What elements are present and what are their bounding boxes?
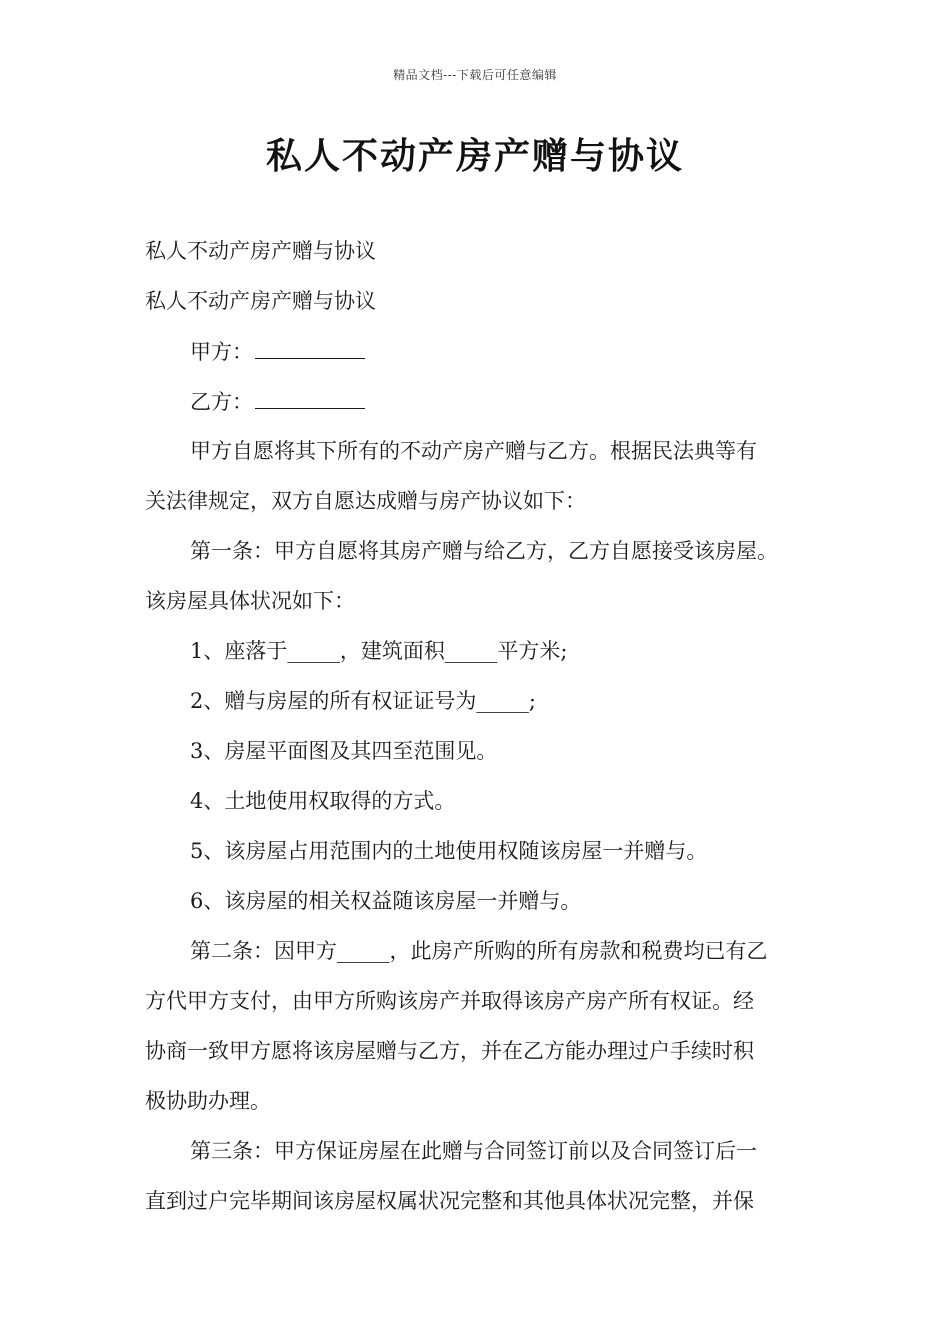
party-a-blank xyxy=(255,336,365,359)
body-line: 协商一致甲方愿将该房屋赠与乙方，并在乙方能办理过户手续时积 xyxy=(145,1039,754,1063)
body-line-subtitle-2: 私人不动产房产赠与协议 xyxy=(145,289,376,313)
party-a-line xyxy=(190,336,810,367)
list-item: 6、该房屋的相关权益随该房屋一并赠与。 xyxy=(190,889,582,913)
party-b-line xyxy=(190,386,810,417)
article-2-line: 第二条：因甲方_____，此房产所购的所有房款和税费均已有乙 xyxy=(190,939,768,963)
body-line: 该房屋具体状况如下： xyxy=(145,589,355,613)
article-1-line: 第一条：甲方自愿将其房产赠与给乙方，乙方自愿接受该房屋。 xyxy=(190,539,778,563)
document-title: 私人不动产房产赠与协议 xyxy=(265,136,684,177)
list-item: 1、座落于_____，建筑面积_____平方米; xyxy=(190,639,568,663)
header-note: 精品文档---下载后可任意编辑 xyxy=(393,68,557,82)
body-line-subtitle-1: 私人不动产房产赠与协议 xyxy=(145,239,376,263)
party-b-blank xyxy=(255,386,365,409)
list-item: 5、该房屋占用范围内的土地使用权随该房屋一并赠与。 xyxy=(190,839,708,863)
list-item: 3、房屋平面图及其四至范围见。 xyxy=(190,739,498,763)
body-line: 方代甲方支付，由甲方所购该房产并取得该房产房产所有权证。经 xyxy=(145,989,754,1013)
list-item: 2、赠与房屋的所有权证证号为_____; xyxy=(190,689,536,713)
article-3-line: 第三条：甲方保证房屋在此赠与合同签订前以及合同签订后一 xyxy=(190,1139,757,1163)
party-b-label: 乙方： xyxy=(190,390,253,414)
party-a-label: 甲方： xyxy=(190,340,253,364)
list-item: 4、土地使用权取得的方式。 xyxy=(190,789,456,813)
body-line: 极协助办理。 xyxy=(145,1089,271,1113)
body-line: 甲方自愿将其下所有的不动产房产赠与乙方。根据民法典等有 xyxy=(190,439,757,463)
body-line: 关法律规定，双方自愿达成赠与房产协议如下： xyxy=(145,489,586,513)
body-line: 直到过户完毕期间该房屋权属状况完整和其他具体状况完整，并保 xyxy=(145,1189,754,1213)
